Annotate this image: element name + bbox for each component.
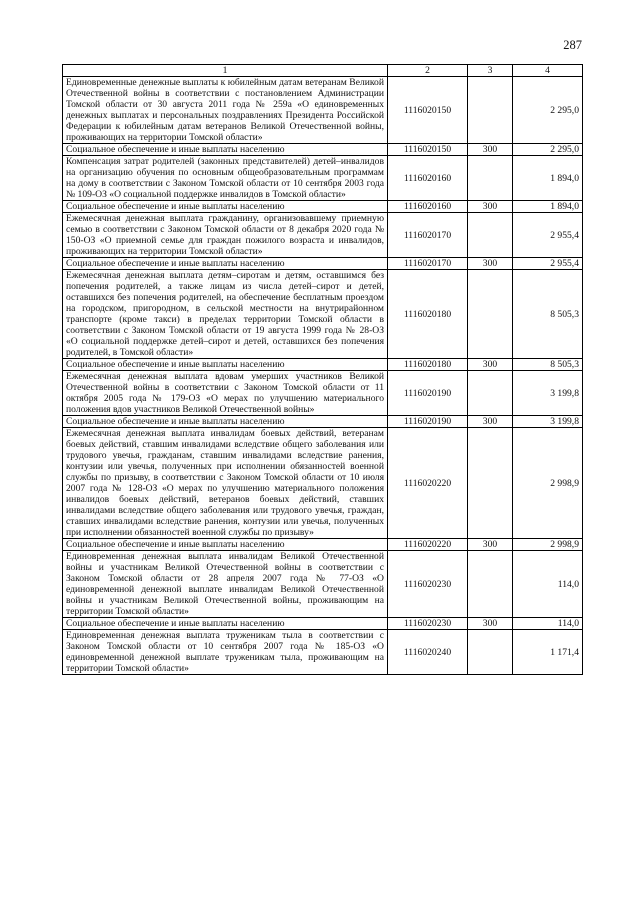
row-expense-type: 300	[468, 539, 513, 551]
row-amount: 2 295,0	[513, 144, 583, 156]
row-code: 1116020180	[388, 359, 468, 371]
row-description: Единовременная денежная выплата инвалидам Великой Отечественной войны и участникам Великой Отечественной войны в соответствии с Законом Томской области от 28 апреля 2007 года № 77-ОЗ «О единовременной денежной выплате инвалидам Великой Отечественной войны и участникам Великой Отечественной войны, проживающим на территории Томской области»	[63, 551, 388, 618]
row-code: 1116020180	[388, 270, 468, 359]
row-expense-type	[468, 551, 513, 618]
row-description: Единовременные денежные выплаты к юбилейным датам ветеранам Великой Отечественной войны в соответствии с постановлением Администрации Томской области от 30 августа 2011 года № 259а «О единовременных денежных выплатах и персональных поздравлениях Президента Российской Федерации к юбилейным датам ветеранов Великой Отечественной войны, проживающих на территории Томской области»	[63, 77, 388, 144]
row-amount: 114,0	[513, 551, 583, 618]
table-row	[63, 416, 583, 428]
row-description: Социальное обеспечение и иные выплаты населению	[63, 144, 388, 156]
table-row	[63, 618, 583, 630]
row-amount: 1 894,0	[513, 156, 583, 201]
page-number: 287	[563, 38, 582, 52]
row-code: 1116020240	[388, 630, 468, 675]
row-code: 1116020150	[388, 144, 468, 156]
row-description: Социальное обеспечение и иные выплаты населению	[63, 618, 388, 630]
budget-table	[62, 64, 583, 675]
table-row	[63, 359, 583, 371]
row-code: 1116020220	[388, 428, 468, 539]
header-col-3: 3	[468, 65, 513, 77]
row-amount: 8 505,3	[513, 270, 583, 359]
row-amount: 3 199,8	[513, 371, 583, 416]
row-code: 1116020150	[388, 77, 468, 144]
table-row	[63, 77, 583, 144]
row-amount: 3 199,8	[513, 416, 583, 428]
row-amount: 2 955,4	[513, 258, 583, 270]
table-row	[63, 428, 583, 539]
row-description: Единовременная денежная выплата труженикам тыла в соответствии с Законом Томской области от 10 сентября 2007 года № 185-ОЗ «О единовременной денежной выплате труженикам тыла, проживающим на территории Томской области»	[63, 630, 388, 675]
table-row	[63, 156, 583, 201]
row-code: 1116020220	[388, 539, 468, 551]
row-code: 1116020230	[388, 551, 468, 618]
row-description: Социальное обеспечение и иные выплаты населению	[63, 539, 388, 551]
row-expense-type	[468, 630, 513, 675]
row-description: Ежемесячная денежная выплата детям–сиротам и детям, оставшимся без попечения родителей, а также лицам из числа детей–сирот и детей, оставшихся без попечения родителей, на обеспечение бесплатным проездом на городском, пригородном, в сельской местности на внутрирайонном транспорте (кроме такси) в пределах территории Томской области в соответствии с Законом Томской области от 19 августа 1999 года № 28-ОЗ «О социальной поддержке детей–сирот и детей, оставшихся без попечения родителей, в Томской области»	[63, 270, 388, 359]
row-code: 1116020190	[388, 371, 468, 416]
row-amount: 8 505,3	[513, 359, 583, 371]
row-description: Ежемесячная денежная выплата вдовам умерших участников Великой Отечественной войны в соответствии с Законом Томской области от 11 октября 2005 года № 179-ОЗ «О мерах по улучшению материального положения вдов участников Великой Отечественной войны»	[63, 371, 388, 416]
row-expense-type: 300	[468, 618, 513, 630]
row-expense-type	[468, 156, 513, 201]
row-expense-type	[468, 213, 513, 258]
row-expense-type: 300	[468, 201, 513, 213]
table-row	[63, 213, 583, 258]
row-expense-type: 300	[468, 416, 513, 428]
table-row	[63, 270, 583, 359]
header-col-2: 2	[388, 65, 468, 77]
table-header-row	[63, 65, 583, 77]
row-expense-type: 300	[468, 258, 513, 270]
row-amount: 114,0	[513, 618, 583, 630]
table-row	[63, 630, 583, 675]
row-code: 1116020190	[388, 416, 468, 428]
row-description: Ежемесячная денежная выплата инвалидам боевых действий, ветеранам боевых действий, ставшим инвалидами вследствие общего заболевания или трудового увечья, гражданам, ставшим инвалидами вследствие ранения, контузии или увечья, полученных при исполнении обязанностей военной службы по призыву, в соответствии с Законом Томской области от 10 июля 2007 года № 128-ОЗ «О мерах по улучшению материального положения инвалидов боевых действий, ветеранов боевых действий, ставших инвалидами вследствие общего заболевания или трудового увечья, граждан, ставших инвалидами вследствие ранения, контузии или увечья, полученных при исполнении обязанностей военной службы по призыву»	[63, 428, 388, 539]
row-expense-type: 300	[468, 144, 513, 156]
table-row	[63, 539, 583, 551]
row-expense-type: 300	[468, 359, 513, 371]
table-row	[63, 551, 583, 618]
row-description: Социальное обеспечение и иные выплаты населению	[63, 258, 388, 270]
row-amount: 2 998,9	[513, 428, 583, 539]
row-description: Компенсация затрат родителей (законных представителей) детей–инвалидов на организацию обучения по основным общеобразовательным программам на дому в соответствии с Законом Томской области от 10 сентября 2003 года № 109-ОЗ «О социальной поддержке инвалидов в Томской области»	[63, 156, 388, 201]
row-expense-type	[468, 428, 513, 539]
row-description: Социальное обеспечение и иные выплаты населению	[63, 416, 388, 428]
table-row	[63, 144, 583, 156]
row-amount: 2 998,9	[513, 539, 583, 551]
row-expense-type	[468, 270, 513, 359]
row-description: Социальное обеспечение и иные выплаты населению	[63, 201, 388, 213]
row-code: 1116020230	[388, 618, 468, 630]
row-amount: 2 955,4	[513, 213, 583, 258]
row-code: 1116020160	[388, 201, 468, 213]
row-code: 1116020170	[388, 213, 468, 258]
row-amount: 2 295,0	[513, 77, 583, 144]
table-row	[63, 201, 583, 213]
table-row	[63, 258, 583, 270]
row-code: 1116020170	[388, 258, 468, 270]
header-col-1: 1	[63, 65, 388, 77]
row-description: Социальное обеспечение и иные выплаты населению	[63, 359, 388, 371]
header-col-4: 4	[513, 65, 583, 77]
table-row	[63, 371, 583, 416]
row-code: 1116020160	[388, 156, 468, 201]
row-amount: 1 171,4	[513, 630, 583, 675]
row-amount: 1 894,0	[513, 201, 583, 213]
row-description: Ежемесячная денежная выплата гражданину, организовавшему приемную семью в соответствии с Законом Томской области от 8 декабря 2020 года № 150-ОЗ «О приемной семье для граждан пожилого возраста и инвалидов, проживающих на территории Томской области»	[63, 213, 388, 258]
row-expense-type	[468, 77, 513, 144]
row-expense-type	[468, 371, 513, 416]
